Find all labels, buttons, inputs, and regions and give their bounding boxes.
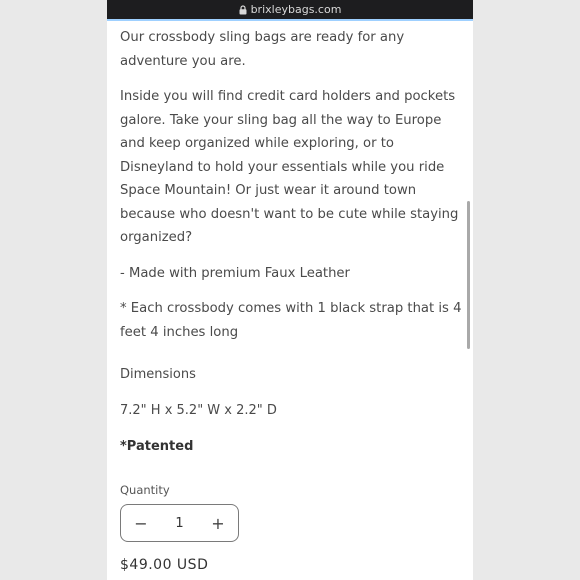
page-load-progress bbox=[107, 19, 473, 21]
dimensions-label: Dimensions bbox=[120, 367, 196, 382]
url-text: brixleybags.com bbox=[250, 3, 342, 16]
description-body: Inside you will find credit card holders and pockets galore. Take your sling bag all the way to Europe and keep organized while exploring, or to Disneyland to hold your essentials while you ride Space Mountain! Or just wear it around town because who doesn't want to be cute while staying organized? bbox=[120, 89, 459, 245]
lock-icon bbox=[239, 5, 247, 15]
patented-label: *Patented bbox=[120, 439, 194, 454]
quantity-increase-button[interactable]: + bbox=[211, 513, 225, 533]
phone-screen bbox=[107, 0, 473, 580]
product-description bbox=[120, 26, 465, 356]
product-price: $49.00 USD bbox=[120, 557, 209, 573]
quantity-value[interactable]: 1 bbox=[175, 515, 184, 531]
dimensions-value: 7.2" H x 5.2" W x 2.2" D bbox=[120, 403, 277, 418]
quantity-stepper bbox=[120, 504, 239, 542]
description-material: - Made with premium Faux Leather bbox=[120, 265, 350, 281]
description-intro: Our crossbody sling bags are ready for any adventure you are. bbox=[120, 30, 405, 69]
quantity-decrease-button[interactable]: − bbox=[134, 513, 148, 533]
scrollbar[interactable] bbox=[467, 201, 470, 349]
quantity-label: Quantity bbox=[120, 483, 170, 497]
address-bar[interactable] bbox=[107, 0, 473, 19]
description-strap: * Each crossbody comes with 1 black strap that is 4 feet 4 inches long bbox=[120, 301, 462, 340]
